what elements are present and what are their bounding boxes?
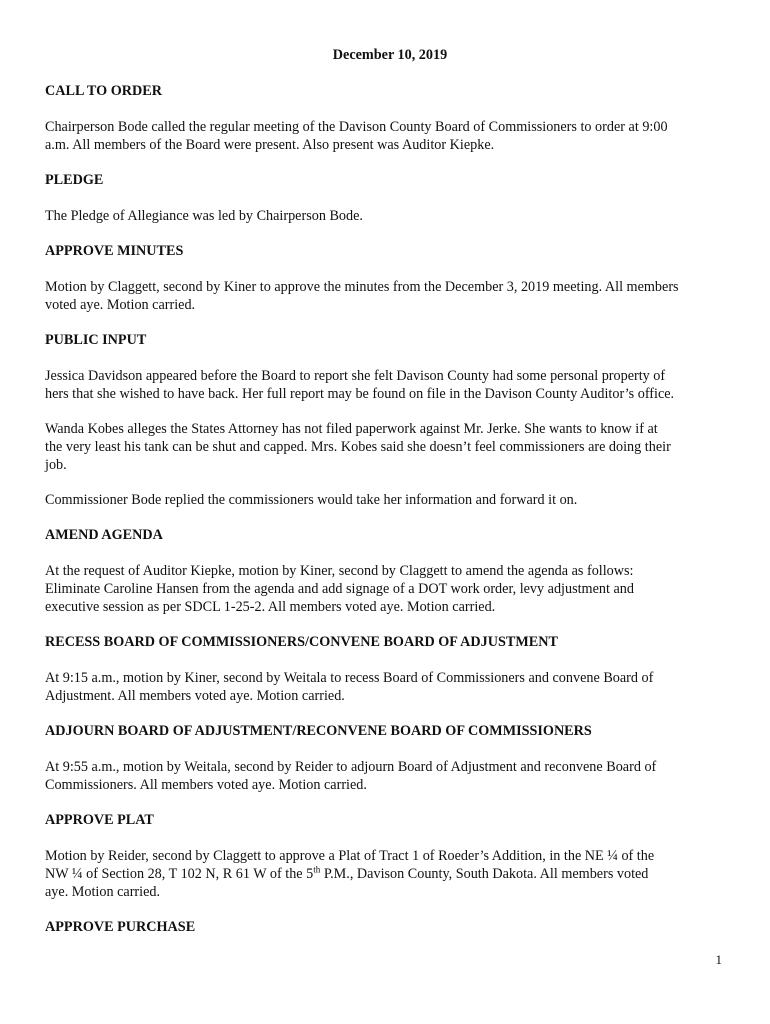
paragraph-call-to-order (45, 118, 735, 154)
heading-amend-agenda: AMEND AGENDA (45, 527, 163, 543)
text-line: hers that she wished to have back. Her full report may be found on file in the Davison County Auditor’s office. (45, 386, 675, 402)
paragraph-recess-board (45, 669, 735, 705)
paragraph-approve-minutes (45, 278, 735, 314)
text-line: The Pledge of Allegiance was led by Chairperson Bode. (45, 208, 363, 224)
text-line: Motion by Reider, second by Claggett to approve a Plat of Tract 1 of Roeder’s Addition, in the NE ¼ of the (45, 848, 655, 864)
paragraph-public-input-davidson (45, 367, 735, 403)
text-line: Jessica Davidson appeared before the Board to report she felt Davison County had some personal property of (45, 368, 666, 384)
text-line: Commissioner Bode replied the commissioners would take her information and forward it on. (45, 492, 578, 508)
text-line: job. (45, 457, 67, 473)
text-line: Commissioners. All members voted aye. Motion carried. (45, 777, 367, 793)
heading-approve-minutes: APPROVE MINUTES (45, 243, 184, 259)
paragraph-pledge (45, 207, 735, 225)
text-line: the very least his tank can be shut and capped. Mrs. Kobes said she doesn’t feel commissioners are doing their (45, 439, 671, 455)
heading-approve-plat: APPROVE PLAT (45, 812, 154, 828)
paragraph-amend-agenda (45, 562, 735, 616)
paragraph-adjourn-board (45, 758, 735, 794)
text-line: At 9:15 a.m., motion by Kiner, second by Weitala to recess Board of Commissioners and convene Board of (45, 670, 654, 686)
text-line: Eliminate Caroline Hansen from the agenda and add signage of a DOT work order, levy adjustment and (45, 581, 634, 597)
text-line: Motion by Claggett, second by Kiner to approve the minutes from the December 3, 2019 meeting. All members (45, 279, 679, 295)
text-line: Adjustment. All members voted aye. Motion carried. (45, 688, 345, 704)
paragraph-public-input-bode (45, 491, 735, 509)
text-line: voted aye. Motion carried. (45, 297, 196, 313)
document-page (45, 46, 735, 954)
heading-recess-board: RECESS BOARD OF COMMISSIONERS/CONVENE BOARD OF ADJUSTMENT (45, 634, 558, 650)
text-line: aye. Motion carried. (45, 884, 161, 900)
text-line: Chairperson Bode called the regular meeting of the Davison County Board of Commissioners to order at 9:00 (45, 119, 668, 135)
heading-pledge: PLEDGE (45, 172, 104, 188)
text-segment: P.M., Davison County, South Dakota. All members voted (320, 866, 649, 882)
page-number: 1 (715, 952, 722, 967)
heading-public-input: PUBLIC INPUT (45, 332, 147, 348)
heading-approve-purchase: APPROVE PURCHASE (45, 919, 196, 935)
ordinal-superscript: th (313, 864, 321, 875)
paragraph-approve-plat (45, 847, 735, 901)
paragraph-public-input-kobes (45, 420, 735, 474)
document-date: December 10, 2019 (332, 47, 448, 63)
text-line: a.m. All members of the Board were present. Also present was Auditor Kiepke. (45, 137, 495, 153)
text-segment: NW ¼ of Section 28, T 102 N, R 61 W of the 5 (45, 866, 314, 882)
text-line: At 9:55 a.m., motion by Weitala, second by Reider to adjourn Board of Adjustment and reconvene Board of (45, 759, 657, 775)
text-line-with-superscript (45, 865, 735, 883)
text-line: executive session as per SDCL 1-25-2. All members voted aye. Motion carried. (45, 599, 496, 615)
heading-adjourn-board: ADJOURN BOARD OF ADJUSTMENT/RECONVENE BOARD OF COMMISSIONERS (45, 723, 592, 739)
text-line: At the request of Auditor Kiepke, motion by Kiner, second by Claggett to amend the agenda as follows: (45, 563, 634, 579)
text-line: Wanda Kobes alleges the States Attorney has not filed paperwork against Mr. Jerke. She wants to know if at (45, 421, 658, 437)
heading-call-to-order: CALL TO ORDER (45, 83, 162, 99)
